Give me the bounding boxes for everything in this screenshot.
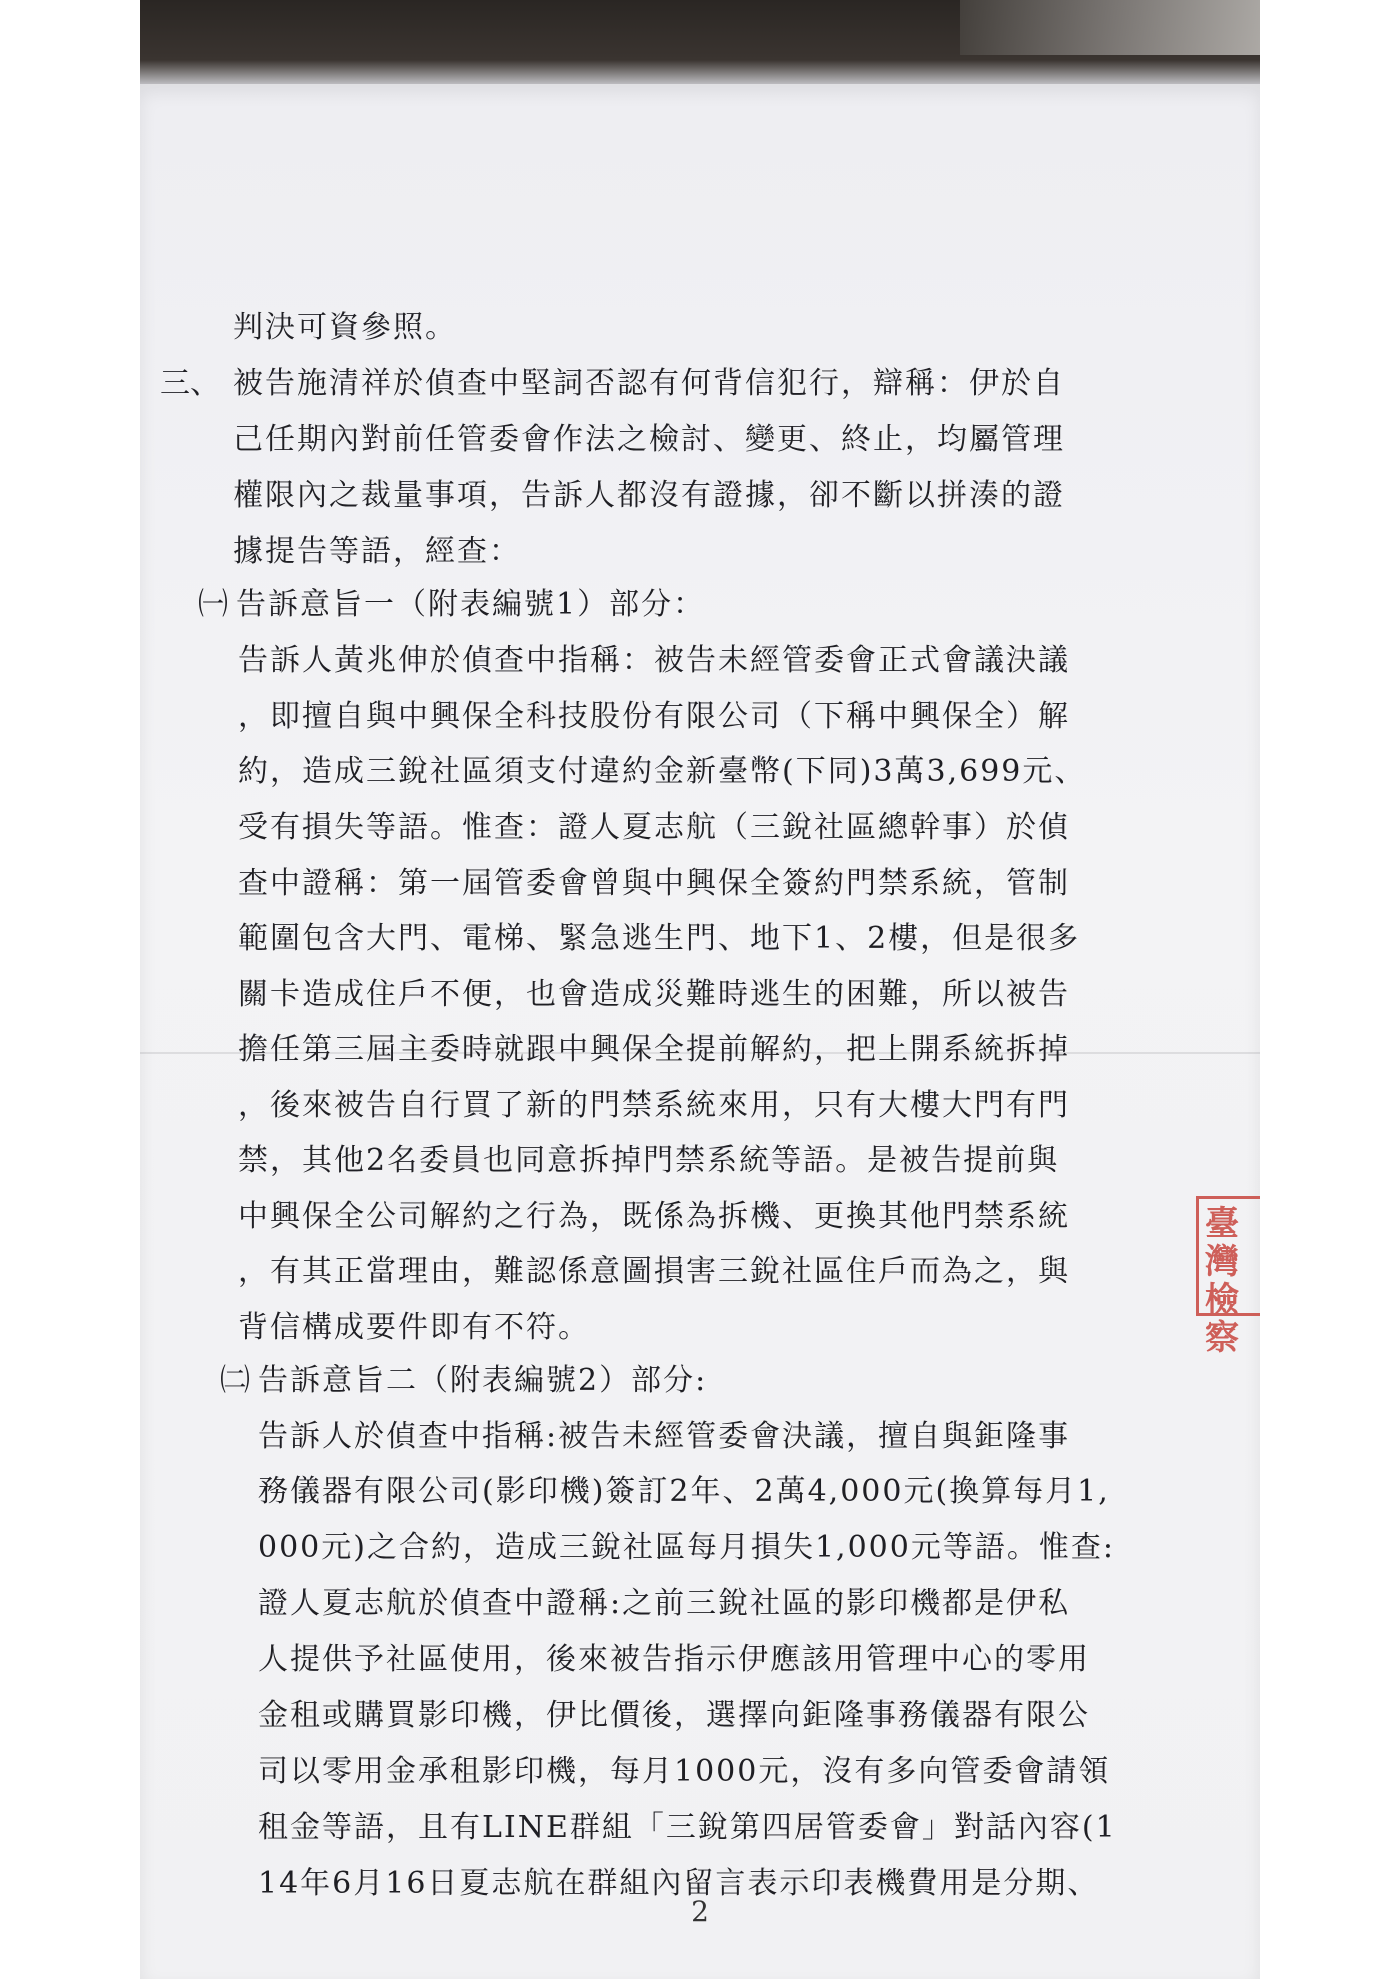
text-line: 告訴人於偵查中指稱:被告未經管委會決議，擅自與鉅隆事: [258, 1419, 1071, 1454]
text-line: 背信構成要件即有不符。: [238, 1310, 590, 1345]
text-line: 己任期內對前任管委會作法之檢討、變更、終止，均屬管理: [233, 422, 1065, 457]
text-line: ，即擅自與中興保全科技股份有限公司（下稱中興保全）解: [238, 699, 1070, 734]
text-line: 司以零用金承租影印機，每月1000元，沒有多向管委會請領: [258, 1754, 1111, 1789]
text-line: 擔任第三屆主委時就跟中興保全提前解約，把上開系統拆掉: [238, 1032, 1070, 1067]
text-line: ，有其正當理由，難認係意圖損害三銳社區住戶而為之，與: [238, 1254, 1070, 1289]
text-line: 禁，其他2名委員也同意拆掉門禁系統等語。是被告提前與: [238, 1143, 1060, 1178]
text-line: 14年6月16日夏志航在群組內留言表示印表機費用是分期、: [258, 1866, 1100, 1901]
text-line: 000元)之合約，造成三銳社區每月損失1,000元等語。惟查:: [258, 1530, 1115, 1565]
text-line: 證人夏志航於偵查中證稱:之前三銳社區的影印機都是伊私: [258, 1586, 1071, 1621]
text-line: 判決可資參照。: [233, 310, 457, 345]
text-line: 告訴意旨一（附表編號1）部分：: [236, 587, 706, 622]
page-number: 2: [691, 1895, 709, 1928]
text-line: 據提告等語，經查：: [233, 534, 521, 569]
item-marker: ㈡: [220, 1363, 250, 1398]
text-line: 人提供予社區使用，後來被告指示伊應該用管理中心的零用: [258, 1642, 1090, 1677]
section-marker: 三、: [160, 366, 220, 401]
official-seal-stamp: 臺灣檢察: [1196, 1196, 1260, 1316]
text-line: 務儀器有限公司(影印機)簽訂2年、2萬4,000元(換算每月1,: [258, 1474, 1110, 1509]
text-line: 被告施清祥於偵查中堅詞否認有何背信犯行，辯稱：伊於自: [233, 366, 1065, 401]
text-line: 租金等語，且有LINE群組「三銳第四居管委會」對話內容(1: [258, 1810, 1117, 1845]
text-line: 金租或購買影印機，伊比價後，選擇向鉅隆事務儀器有限公: [258, 1698, 1090, 1733]
text-line: 受有損失等語。惟查：證人夏志航（三銳社區總幹事）於偵: [238, 810, 1070, 845]
document-content: [140, 0, 1260, 1979]
text-line: ，後來被告自行買了新的門禁系統來用，只有大樓大門有門: [238, 1088, 1070, 1123]
text-line: 權限內之裁量事項，告訴人都沒有證據，卻不斷以拼湊的證: [233, 478, 1065, 513]
item-marker: ㈠: [198, 587, 228, 622]
text-line: 中興保全公司解約之行為，既係為拆機、更換其他門禁系統: [238, 1199, 1070, 1234]
text-line: 查中證稱：第一屆管委會曾與中興保全簽約門禁系統，管制: [238, 866, 1070, 901]
text-line: 約，造成三銳社區須支付違約金新臺幣(下同)3萬3,699元、: [238, 754, 1087, 789]
text-line: 範圍包含大門、電梯、緊急逃生門、地下1、2樓，但是很多: [238, 921, 1081, 956]
text-line: 關卡造成住戶不便，也會造成災難時逃生的困難，所以被告: [238, 977, 1070, 1012]
text-line: 告訴意旨二（附表編號2）部分:: [258, 1363, 708, 1398]
text-line: 告訴人黃兆伸於偵查中指稱：被告未經管委會正式會議決議: [238, 643, 1070, 678]
